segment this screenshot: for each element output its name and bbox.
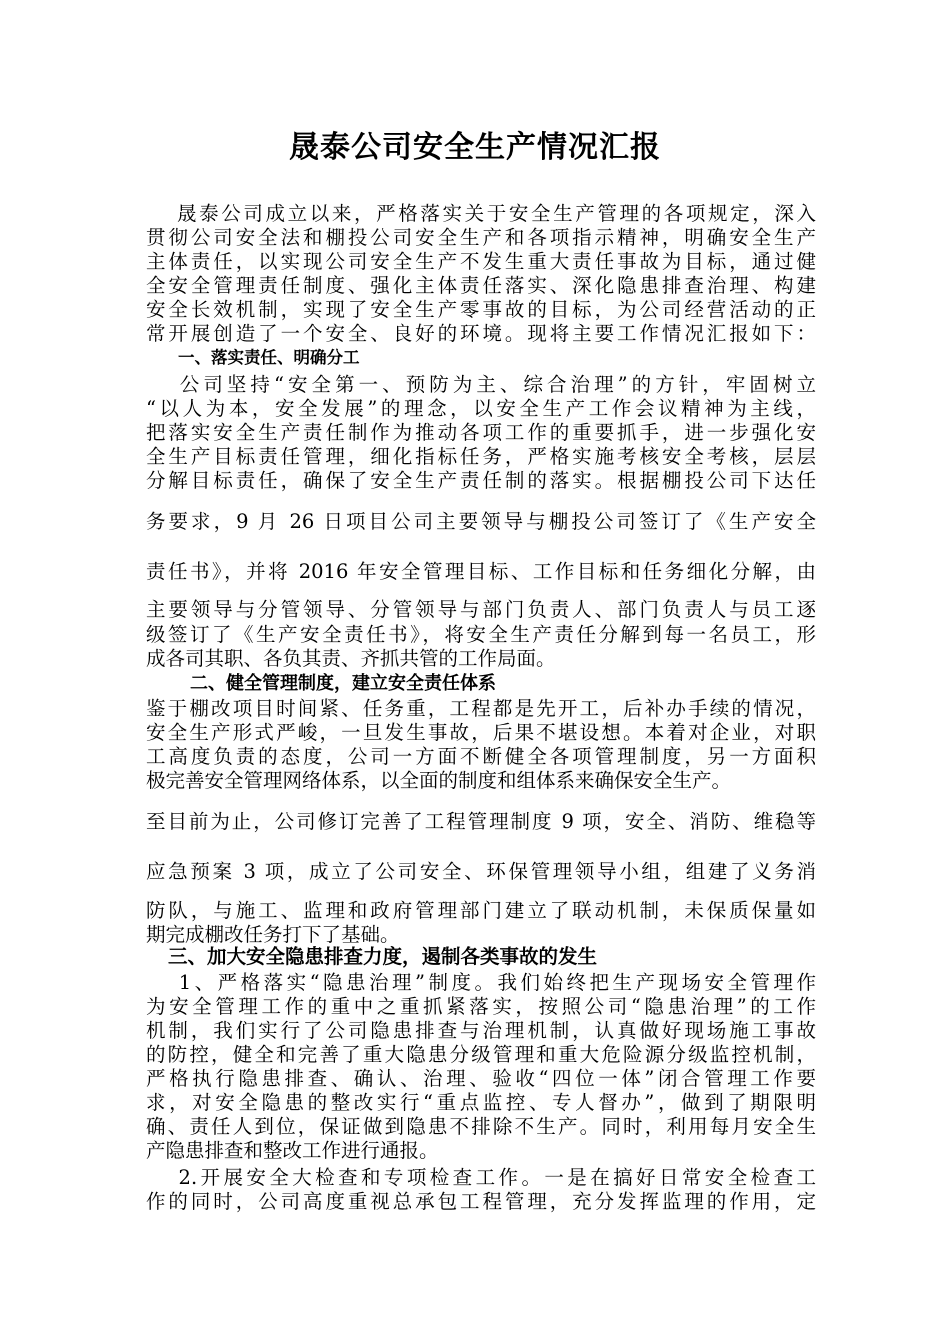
- section-heading: 三、加大安全隐患排查力度，遏制各类事故的发生: [168, 945, 598, 968]
- section3-line: 严格执行隐患排查、确认、治理、验收“四位一体”闭合管理工作要: [146, 1067, 816, 1090]
- section1-line: 公司坚持“安全第一、预防为主、综合治理”的方针，牢固树立: [146, 373, 816, 396]
- section1-line: 分解目标责任，确保了安全生产责任制的落实。根据棚投公司下达任: [146, 469, 816, 492]
- intro-line: 安全长效机制，实现了安全生产零事故的目标，为公司经营活动的正: [146, 298, 816, 321]
- section1-line: 成各司其职、各负其责、齐抓共管的工作局面。: [146, 647, 556, 670]
- section1-line: “以人为本，安全发展”的理念，以安全生产工作会议精神为主线，: [146, 397, 816, 420]
- section1-line: 主要领导与分管领导、分管领导与部门负责人、部门负责人与员工逐: [146, 598, 816, 621]
- section3-line: 机制，我们实行了公司隐患排查与治理机制，认真做好现场施工事故: [146, 1019, 816, 1042]
- intro-line: 晟泰公司成立以来，严格落实关于安全生产管理的各项规定，深入: [146, 202, 816, 225]
- intro-line: 全安全管理责任制度、强化主体责任落实、深化隐患排查治理、构建: [146, 274, 816, 297]
- section3-line: 求，对安全隐患的整改实行“重点监控、专人督办”，做到了期限明: [146, 1091, 816, 1114]
- section1-line: 级签订了《生产安全责任书》，将安全生产责任分解到每一名员工，形: [146, 623, 816, 646]
- section3-line: 确、责任人到位，保证做到隐患不排除不生产。同时，利用每月安全生: [146, 1115, 816, 1138]
- section2-line: 工高度负责的态度，公司一方面不断健全各项管理制度，另一方面积: [146, 745, 816, 768]
- section3-line: 为安全管理工作的重中之重抓紧落实，按照公司“隐患治理”的工作: [146, 995, 816, 1018]
- section3-line: 1、严格落实“隐患治理”制度。我们始终把生产现场安全管理作: [146, 971, 816, 994]
- section3-line: 的防控，健全和完善了重大隐患分级管理和重大危险源分级监控机制，: [146, 1043, 816, 1066]
- intro-line: 常开展创造了一个安全、良好的环境。现将主要工作情况汇报如下：: [146, 322, 816, 345]
- section1-line: 务要求，9 月 26 日项目公司主要领导与棚投公司签订了《生产安全: [146, 510, 816, 533]
- document-title: 晟泰公司安全生产情况汇报: [289, 130, 661, 165]
- section3-line: 产隐患排查和整改工作进行通报。: [146, 1139, 439, 1162]
- section2-line: 鉴于棚改项目时间紧、任务重，工程都是先开工，后补办手续的情况，: [146, 697, 816, 720]
- section-heading: 一、落实责任、明确分工: [178, 348, 360, 367]
- section-heading: 二、健全管理制度，建立安全责任体系: [190, 673, 496, 694]
- intro-line: 贯彻公司安全法和棚投公司安全生产和各项指示精神，明确安全生产: [146, 226, 816, 249]
- section1-line: 全生产目标责任管理，细化指标任务，严格实施考核安全考核，层层: [146, 445, 816, 468]
- section2-line: 至目前为止，公司修订完善了工程管理制度 9 项，安全、消防、维稳等: [146, 810, 816, 833]
- section3-line: 作的同时，公司高度重视总承包工程管理，充分发挥监理的作用，定: [146, 1190, 816, 1213]
- section3-line: 2.开展安全大检查和专项检查工作。一是在搞好日常安全检查工: [146, 1166, 816, 1189]
- section2-line: 极完善安全管理网络体系，以全面的制度和组体系来确保安全生产。: [146, 769, 732, 792]
- intro-line: 主体责任，以实现公司安全生产不发生重大责任事故为目标，通过健: [146, 250, 816, 273]
- section1-line: 把落实安全生产责任制作为推动各项工作的重要抓手，进一步强化安: [146, 421, 816, 444]
- section2-line: 防队，与施工、监理和政府管理部门建立了联动机制，未保质保量如: [146, 899, 816, 922]
- section1-line: 责任书》，并将 2016 年安全管理目标、工作目标和任务细化分解，由: [146, 560, 816, 583]
- section2-line: 应急预案 3 项，成立了公司安全、环保管理领导小组，组建了义务消: [146, 860, 816, 883]
- section2-line: 安全生产形式严峻，一旦发生事故，后果不堪设想。本着对企业，对职: [146, 721, 816, 744]
- section2-line: 期完成棚改任务打下了基础。: [146, 923, 400, 946]
